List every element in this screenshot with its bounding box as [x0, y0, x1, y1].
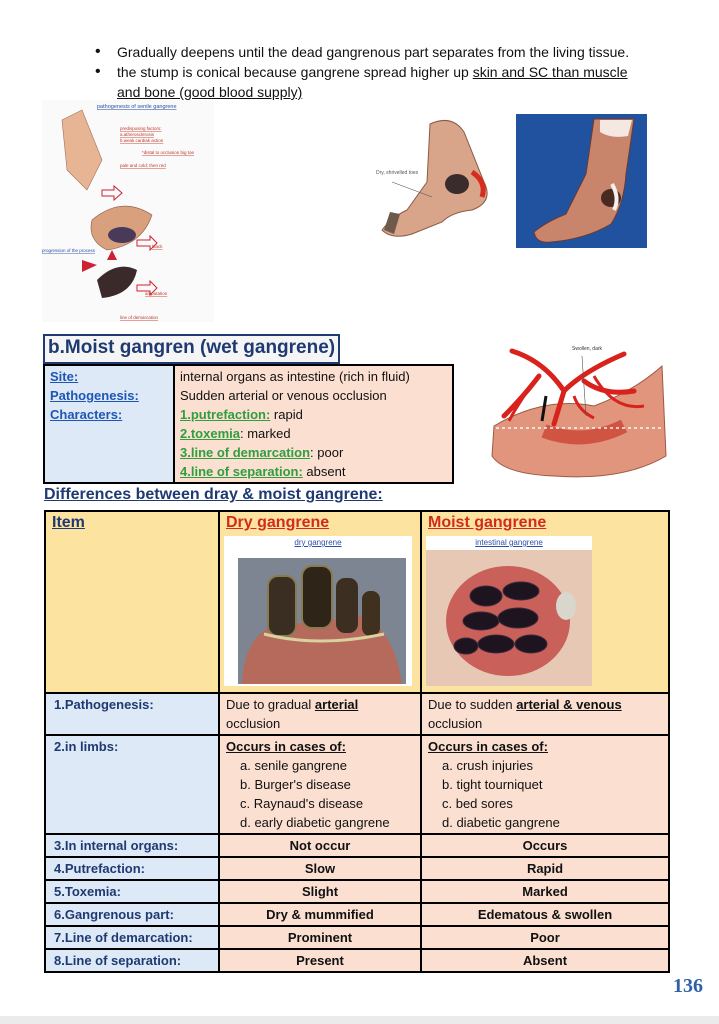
row-label: 6.Gangrenous part:: [54, 907, 174, 922]
character-value: : poor: [310, 445, 344, 460]
row-label: 7.Line of demarcation:: [54, 930, 193, 945]
bottom-bar: [0, 1016, 719, 1024]
character-value: : marked: [239, 426, 291, 441]
pathogenesis-value: Sudden arterial or venous occlusion: [180, 388, 387, 403]
character-item: [180, 424, 447, 443]
row-label: 4.Putrefaction:: [54, 861, 146, 876]
header-moist-cell: [421, 511, 669, 693]
header-item: Item: [52, 514, 85, 531]
row-label-cell: [45, 926, 219, 949]
characters-label: Characters:: [50, 407, 123, 422]
moist-cell: [421, 926, 669, 949]
cell-value: Dry & mummified: [266, 907, 374, 922]
character-value: absent: [302, 464, 346, 479]
comparison-table: [44, 510, 670, 973]
dry-cell: [219, 735, 421, 834]
moist-cell: [421, 834, 669, 857]
bullet-text-underlined: skin and SC than muscle: [472, 64, 628, 80]
dry-foot-illustration: [372, 112, 500, 242]
label-pale: pale and cold; then red: [120, 163, 166, 168]
page-number: 136: [673, 975, 703, 997]
cell-text: Due to gradual: [226, 697, 315, 712]
dry-gangrene-photo: [224, 536, 412, 686]
cell-value: Slow: [304, 861, 336, 876]
character-label: 4.line of separation:: [180, 464, 303, 479]
table-row: [45, 735, 669, 834]
moist-section-title: b.Moist gangren (wet gangrene): [43, 334, 340, 364]
cell-value: Marked: [522, 884, 568, 899]
header-dry: Dry gangrene: [226, 514, 330, 531]
cell-text: occlusion: [428, 716, 483, 731]
bullet-text: Gradually deepens until the dead gangrenous part separates from the living tissue.: [117, 44, 630, 60]
table-header-row: [45, 511, 669, 693]
differences-title: Differences between dray & moist gangrene:: [44, 486, 383, 503]
cell-value: Occurs: [522, 838, 568, 853]
list-item: a. senile gangrene: [240, 758, 347, 773]
senile-gangrene-illustration: [42, 100, 214, 322]
table-row: [45, 834, 669, 857]
list-item: d. diabetic gangrene: [442, 815, 560, 830]
row-label-cell: [45, 735, 219, 834]
label-black: black: [152, 244, 163, 249]
senile-gangrene-figure: [42, 100, 214, 322]
intestine-label: Swollen, dark: [572, 346, 603, 352]
header-dry-cell: [219, 511, 421, 693]
moist-info-table: [43, 364, 454, 484]
row-label-cell: [45, 903, 219, 926]
row-label: 5.Toxemia:: [54, 884, 121, 899]
senile-title: pathogenesis of senile gangrene: [97, 104, 177, 110]
row-label-cell: [45, 857, 219, 880]
table-row: [45, 926, 669, 949]
site-value: internal organs as intestine (rich in fluid): [180, 369, 410, 384]
moist-cell: [421, 949, 669, 972]
row-label-cell: [45, 880, 219, 903]
list-item: d. early diabetic gangrene: [240, 815, 390, 830]
dry-photo-caption: dry gangrene: [294, 538, 342, 547]
foot-photo: [516, 114, 647, 248]
label-factor-a: a.atherosclerosis: [120, 132, 155, 137]
row-label-cell: [45, 834, 219, 857]
character-value: rapid: [270, 407, 303, 422]
table-row: [45, 693, 669, 735]
row-label: 1.Pathogenesis:: [54, 697, 154, 712]
table-row: [45, 903, 669, 926]
table-row: [45, 949, 669, 972]
cell-text-bold: arterial: [314, 697, 359, 712]
moist-cell: [421, 857, 669, 880]
list-item: b. tight tourniquet: [442, 777, 543, 792]
dry-cell: [219, 693, 421, 735]
cell-text-bold: arterial & venous: [516, 697, 622, 712]
moist-photo-drawing: [426, 536, 592, 686]
moist-values: [174, 365, 453, 483]
moist-cell: [421, 693, 669, 735]
cell-heading: Occurs in cases of:: [226, 739, 346, 754]
row-label-cell: [45, 693, 219, 735]
header-moist: Moist gangrene: [428, 514, 547, 531]
row-label: 2.in limbs:: [54, 739, 119, 754]
moist-gangrene-photo: [426, 536, 592, 686]
list-item: b. Burger's disease: [240, 777, 351, 792]
table-row: [45, 880, 669, 903]
bullet-list: [95, 42, 695, 102]
cell-value: Poor: [530, 930, 560, 945]
label-factor-b: b.weak cardiak action: [120, 138, 164, 143]
bullet-text: the stump is conical because gangrene spread higher up: [117, 64, 473, 80]
foot-label: Dry, shrivelled toes: [376, 170, 419, 176]
character-item: [180, 462, 447, 481]
row-label: 3.In internal organs:: [54, 838, 179, 853]
dry-cell: [219, 926, 421, 949]
row-label-cell: [45, 949, 219, 972]
dry-cell: [219, 857, 421, 880]
label-amputation: amputation: [145, 291, 168, 296]
cell-heading: Occurs in cases of:: [428, 739, 548, 754]
cell-value: Slight: [301, 884, 339, 899]
cell-value: Prominent: [287, 930, 353, 945]
moist-photo-caption: intestinal gangrene: [475, 538, 543, 547]
character-item: [180, 405, 447, 424]
moist-cell: [421, 903, 669, 926]
cell-value: Edematous & swollen: [477, 907, 613, 922]
character-item: [180, 443, 447, 462]
cell-text: occlusion: [226, 716, 281, 731]
dry-cell: [219, 834, 421, 857]
label-factors: predisposing factors:: [120, 126, 162, 131]
moist-labels: [44, 365, 174, 483]
dry-photo-drawing: [224, 536, 412, 686]
dry-cell: [219, 949, 421, 972]
character-label: 1.putrefaction:: [180, 407, 271, 422]
table-row: [45, 857, 669, 880]
label-demarcation: line of demarcation: [120, 315, 159, 320]
character-label: 2.toxemia: [180, 426, 240, 441]
moist-cell: [421, 880, 669, 903]
bullet-item: [95, 42, 695, 62]
list-item: a. crush injuries: [442, 758, 534, 773]
bullet-text-underlined: and bone (good blood supply): [117, 84, 303, 100]
intestine-illustration: [484, 336, 670, 482]
cell-value: Present: [296, 953, 344, 968]
list-item: c. bed sores: [442, 796, 513, 811]
intestine-drawing: [484, 336, 670, 482]
bullet-item: [95, 62, 695, 102]
foot-drawing: [372, 112, 500, 242]
moist-cell: [421, 735, 669, 834]
site-label: Site:: [50, 369, 79, 384]
cell-text: Due to sudden: [428, 697, 517, 712]
cell-value: Not occur: [289, 838, 351, 853]
cell-value: Absent: [522, 953, 568, 968]
dry-cell: [219, 903, 421, 926]
cell-value: Rapid: [526, 861, 564, 876]
foot-photo-drawing: [516, 114, 647, 248]
character-label: 3.line of demarcation: [180, 445, 311, 460]
header-item-cell: [45, 511, 219, 693]
pathogenesis-label: Pathogenesis:: [50, 388, 139, 403]
label-progression: progression of the process: [42, 248, 96, 253]
row-label: 8.Line of separation:: [54, 953, 182, 968]
label-distal: *distal to occlusion big toe: [142, 150, 195, 155]
list-item: c. Raynaud's disease: [240, 796, 364, 811]
dry-cell: [219, 880, 421, 903]
